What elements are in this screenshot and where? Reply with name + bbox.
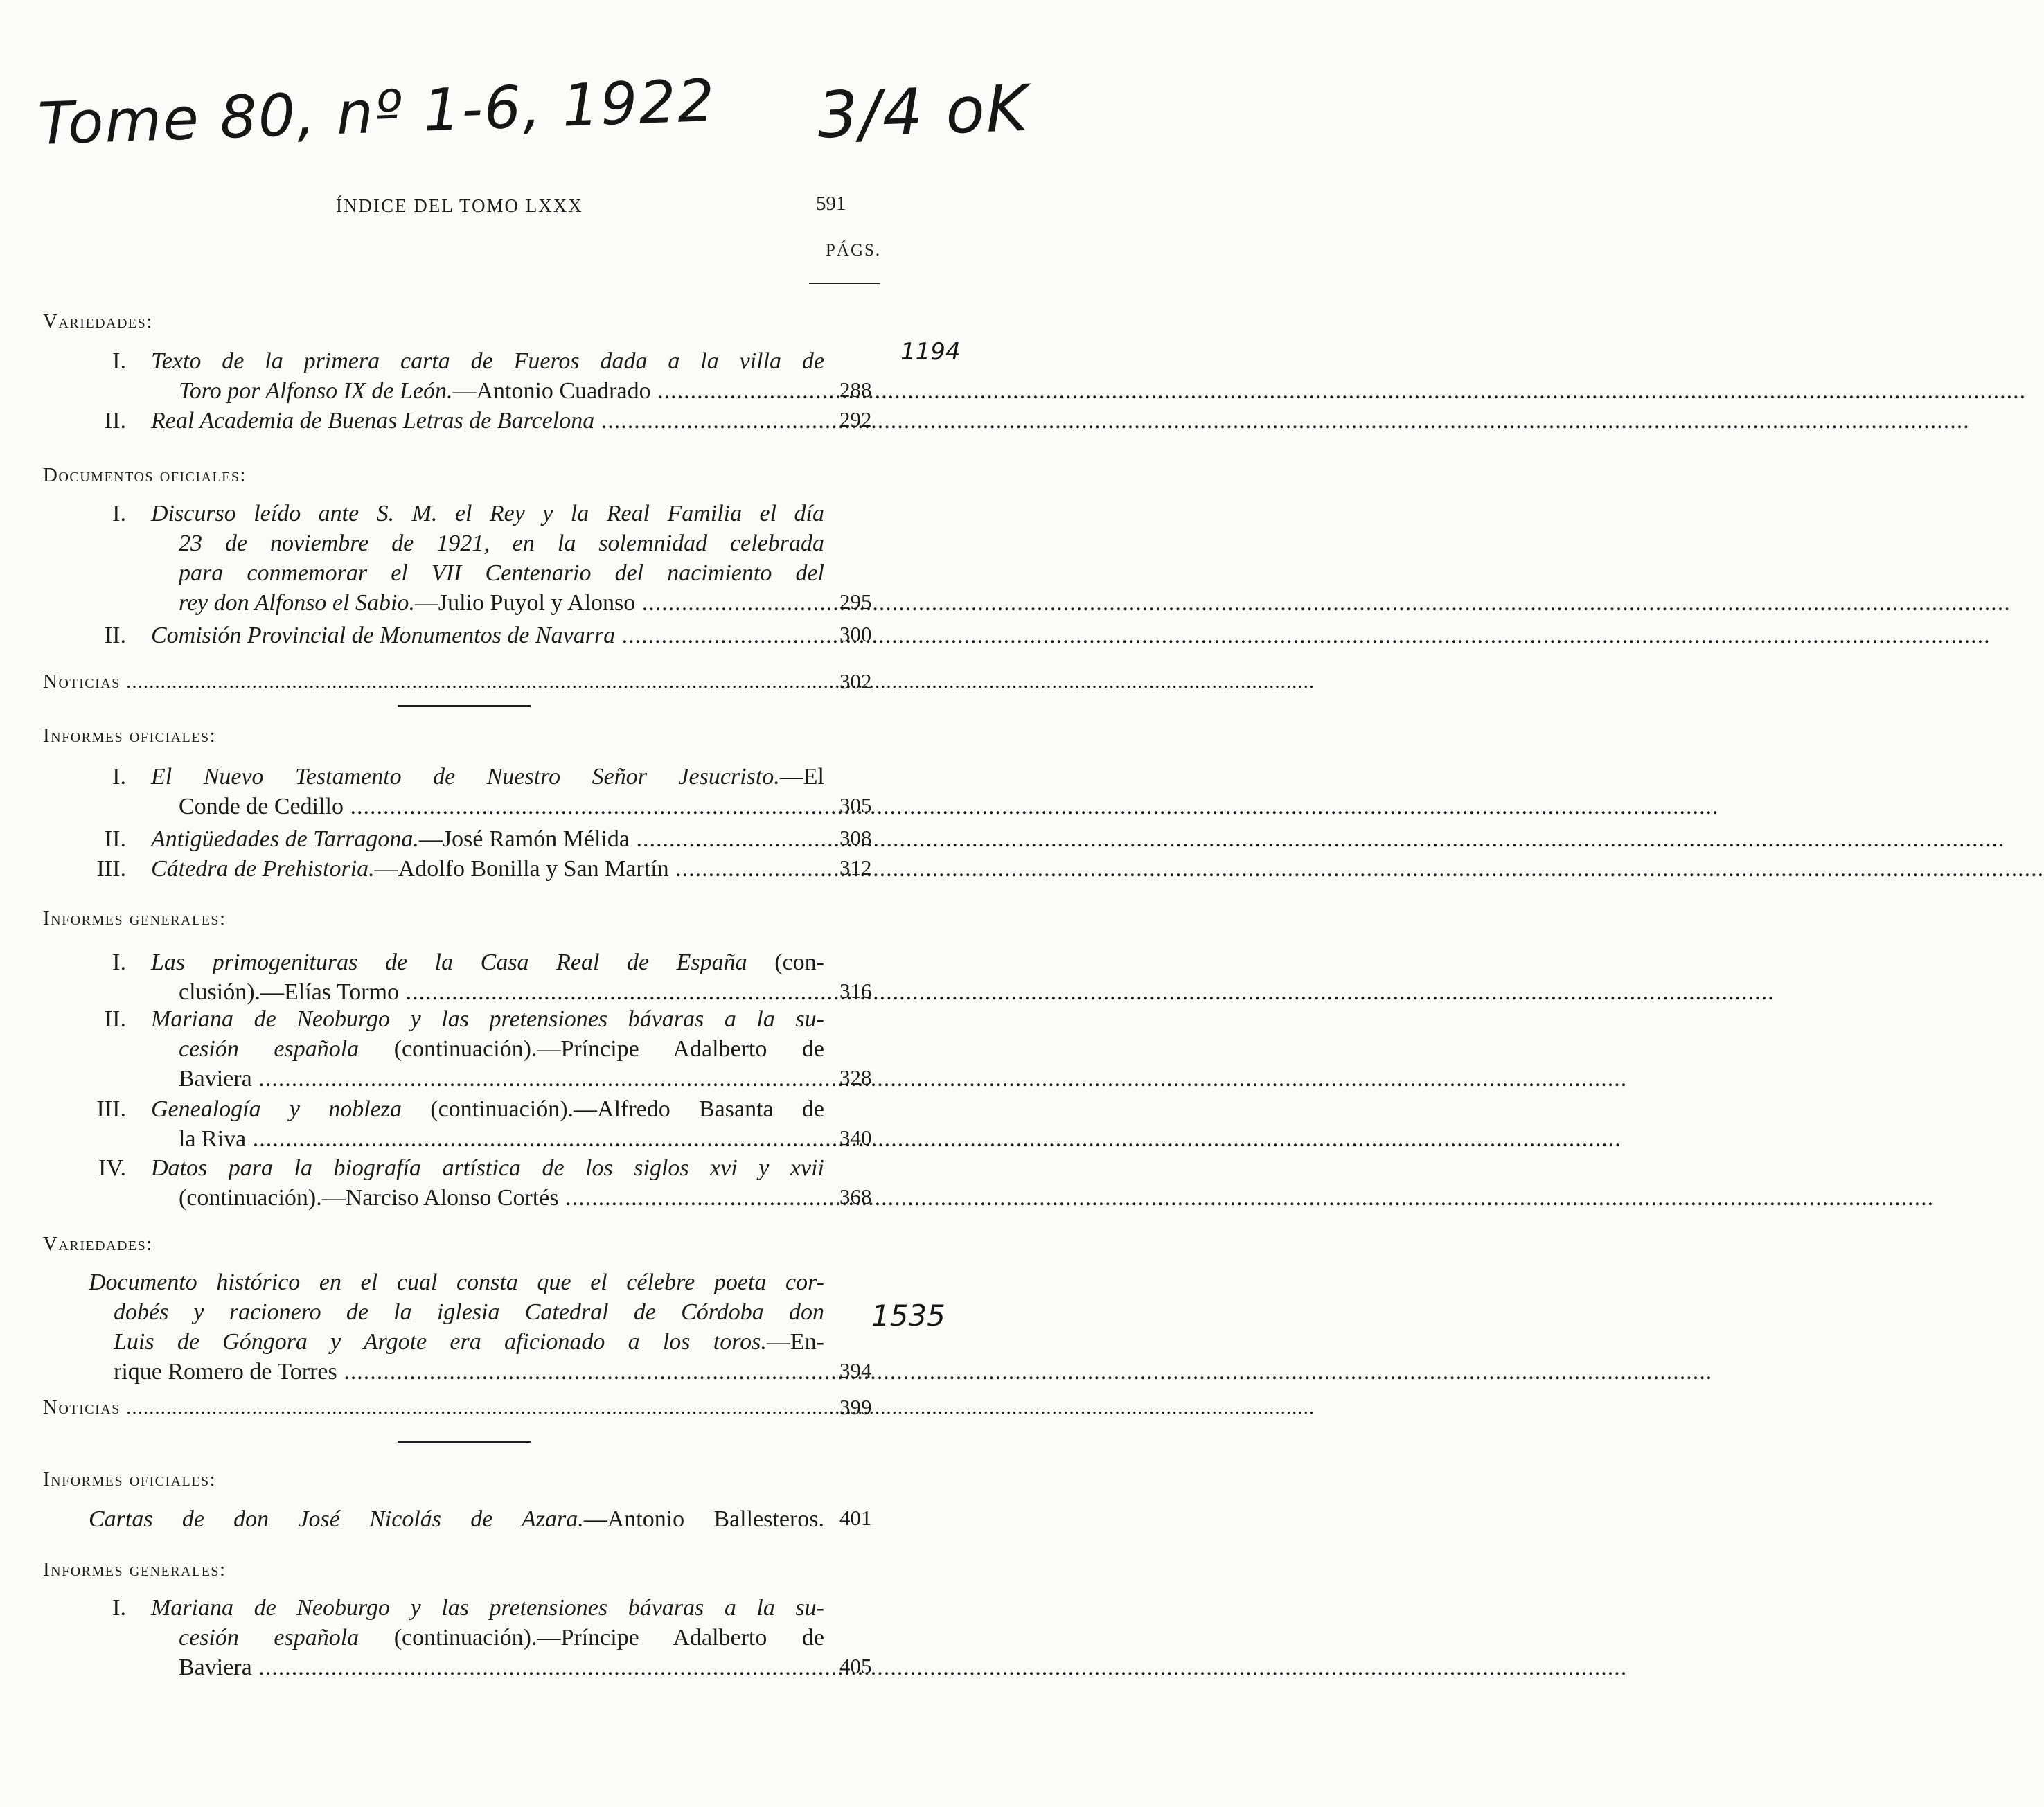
page-ref: 399 [839, 1395, 872, 1419]
entry-number: III. [96, 1096, 126, 1122]
entry-text [151, 346, 824, 376]
entry-line [151, 947, 824, 977]
entry-number: II. [104, 826, 126, 852]
entry-text [179, 1183, 1934, 1213]
running-title: ÍNDICE DEL TOMO LXXX [336, 195, 583, 216]
author-text: —José Ramón Mélida [418, 826, 630, 852]
author-text: (con- [747, 950, 824, 975]
entry-line [179, 376, 824, 406]
author-text: clusión).—Elías Tormo [179, 979, 400, 1005]
section-heading: Documentos oficiales: [43, 464, 247, 486]
author-text: —El [779, 764, 824, 790]
title-text: Documento histórico en el cual consta que el célebre poeta cor- [89, 1270, 824, 1295]
entry-line [179, 1623, 824, 1653]
page-ref: 401 [839, 1506, 872, 1530]
entry-line [151, 1004, 824, 1034]
title-text: dobés y racionero de la iglesia Catedral de Córdoba don [114, 1299, 824, 1325]
author-text: —Antonio Ballesteros. [583, 1506, 824, 1532]
title-text: Toro por Alfonso IX de León. [179, 378, 453, 404]
author-text: (continuación).—Narciso Alonso Cortés [179, 1185, 559, 1211]
title-text: Discurso leído ante S. M. el Rey y la Real Familia el día [151, 501, 824, 526]
handwritten-margin-number: 1194 [900, 338, 961, 366]
entry-number: III. [96, 856, 126, 882]
running-header [0, 195, 995, 223]
entry-text [114, 1357, 1712, 1387]
entry-text [179, 528, 824, 558]
title-text: Mariana de Neoburgo y las pretensiones bávaras a la su- [151, 1006, 824, 1032]
author-text: Baviera [179, 1066, 252, 1092]
entry-text [179, 1653, 1627, 1682]
page-ref: 300 [839, 622, 872, 646]
entry-number: II. [104, 408, 126, 434]
title-text: Cátedra de Prehistoria. [151, 856, 375, 882]
entry-number: I. [112, 348, 126, 374]
title-text: Datos para la biografía artística de los siglos xvi y xvii [151, 1155, 824, 1181]
title-text: Comisión Provincial de Monumentos de Navarra [151, 623, 616, 648]
page-ref: 288 [839, 377, 872, 402]
title-text: rey don Alfonso el Sabio. [179, 590, 415, 616]
entry-line [179, 1064, 824, 1094]
entry-text [179, 1064, 1627, 1094]
entry-line [151, 346, 824, 376]
entry-line [179, 792, 824, 821]
entry-number: I. [112, 501, 126, 526]
entry-line [89, 1504, 824, 1534]
entry-line [151, 621, 824, 650]
author-text: (continuación).—Príncipe Adalberto de [359, 1625, 824, 1650]
entry-line [179, 528, 824, 558]
author-text: —En- [766, 1329, 824, 1355]
entry-number: I. [112, 950, 126, 975]
entry-line [114, 1297, 824, 1327]
title-text: El Nuevo Testamento de Nuestro Señor Jesucristo. [151, 764, 780, 790]
entry-text [151, 854, 2044, 884]
author-text: (continuación).—Alfredo Basanta de [402, 1096, 824, 1122]
entry-line [179, 1034, 824, 1064]
entry-text [179, 977, 1775, 1007]
section-divider [398, 705, 531, 707]
page-ref: 305 [839, 793, 872, 817]
entry-line [114, 1357, 824, 1387]
title-text: Texto de la primera carta de Fueros dada a la villa de [151, 348, 824, 374]
entry-line [89, 1267, 824, 1297]
entry-text [151, 406, 1970, 436]
entry-line [151, 406, 824, 436]
title-text: Real Academia de Buenas Letras de Barcelona [151, 408, 595, 434]
entry-line [151, 824, 824, 854]
title-text: Luis de Góngora y Argote era aficionado a los toros. [114, 1329, 767, 1355]
entry-text [151, 947, 824, 977]
entry-text [151, 762, 824, 792]
author-text: la Riva [179, 1126, 247, 1152]
author-text: —Adolfo Bonilla y San Martín [374, 856, 669, 882]
entry-number: I. [112, 764, 126, 790]
entry-text [179, 1034, 824, 1064]
entry-text [151, 1004, 824, 1034]
entry-text [179, 792, 1718, 821]
pages-column-label: PÁGS. [826, 241, 882, 260]
page-number: 591 [816, 193, 846, 215]
section-heading: Informes generales: [43, 1558, 226, 1581]
author-text: —Julio Puyol y Alonso [414, 590, 636, 616]
pages-column-rule [809, 283, 880, 284]
author-text: —Antonio Cuadrado [452, 378, 651, 404]
entry-line [151, 499, 824, 528]
entry-text [151, 1094, 824, 1124]
author-text: Conde de Cedillo [179, 794, 344, 819]
author-text: rique Romero de Torres [114, 1359, 337, 1385]
entry-line [114, 1327, 824, 1357]
page-ref: 312 [839, 855, 872, 880]
entry-text [179, 558, 824, 588]
section-heading: Informes generales: [43, 907, 226, 929]
section-heading: Informes oficiales: [43, 724, 217, 747]
page-ref: 302 [839, 669, 872, 693]
section-heading: Informes oficiales: [43, 1468, 217, 1490]
author-text: (continuación).—Príncipe Adalberto de [359, 1036, 824, 1062]
entry-number: I. [112, 1595, 126, 1621]
title-text: Mariana de Neoburgo y las pretensiones bávaras a la su- [151, 1595, 824, 1621]
entry-text [179, 1124, 1621, 1154]
section-heading: Variedades: [43, 1233, 153, 1255]
section-divider [398, 1441, 531, 1443]
page-ref: 340 [839, 1125, 872, 1150]
entry-line [179, 1124, 824, 1154]
page-ref: 328 [839, 1065, 872, 1089]
author-text: Baviera [179, 1655, 252, 1680]
entry-text [151, 1593, 824, 1623]
section-heading: Variedades: [43, 310, 153, 332]
entry-text [114, 1297, 824, 1327]
entry-text [151, 499, 824, 528]
page-ref: 295 [839, 589, 872, 614]
page-ref: 316 [839, 979, 872, 1003]
title-text: Las primogenituras de la Casa Real de España [151, 950, 747, 975]
entry-text [179, 376, 2026, 406]
title-text: Genealogía y nobleza [151, 1096, 402, 1122]
entry-number: IV. [98, 1155, 126, 1181]
title-text: Cartas de don José Nicolás de Azara. [89, 1506, 584, 1532]
entry-text [151, 1153, 824, 1183]
entry-text [179, 588, 2011, 618]
title-text: 23 de noviembre de 1921, en la solemnidad celebrada [179, 531, 824, 556]
entry-line [151, 1593, 824, 1623]
entry-text [151, 824, 2005, 854]
entry-number: II. [104, 1006, 126, 1032]
handwritten-volume-note: Tome 80, nº 1-6, 1922 [37, 66, 717, 158]
section-heading: Noticias ..... [43, 1396, 824, 1419]
section-heading: Noticias ..... [43, 670, 824, 693]
page-ref: 308 [839, 826, 872, 850]
handwritten-margin-number: 1535 [871, 1299, 945, 1333]
title-text: cesión española [179, 1625, 359, 1650]
entry-line [179, 1183, 824, 1213]
page-ref: 368 [839, 1184, 872, 1209]
entry-text [179, 1623, 824, 1653]
entry-line [151, 1153, 824, 1183]
entry-text [89, 1504, 824, 1534]
entry-line [179, 977, 824, 1007]
page-ref: 405 [839, 1654, 872, 1678]
entry-text [151, 621, 1991, 650]
entry-line [179, 1653, 824, 1682]
entry-line [151, 762, 824, 792]
page-ref: 394 [839, 1358, 872, 1382]
entry-line [151, 854, 824, 884]
entry-number: II. [104, 623, 126, 648]
entry-line [179, 588, 824, 618]
title-text: cesión española [179, 1036, 359, 1062]
handwritten-code-note: 3/4 oK [816, 71, 1031, 153]
page-ref: 292 [839, 407, 872, 431]
entry-line [151, 1094, 824, 1124]
entry-text [114, 1327, 824, 1357]
title-text: para conmemorar el VII Centenario del nacimiento del [179, 560, 824, 586]
entry-text [89, 1267, 824, 1297]
entry-line [179, 558, 824, 588]
title-text: Antigüedades de Tarragona. [151, 826, 419, 852]
